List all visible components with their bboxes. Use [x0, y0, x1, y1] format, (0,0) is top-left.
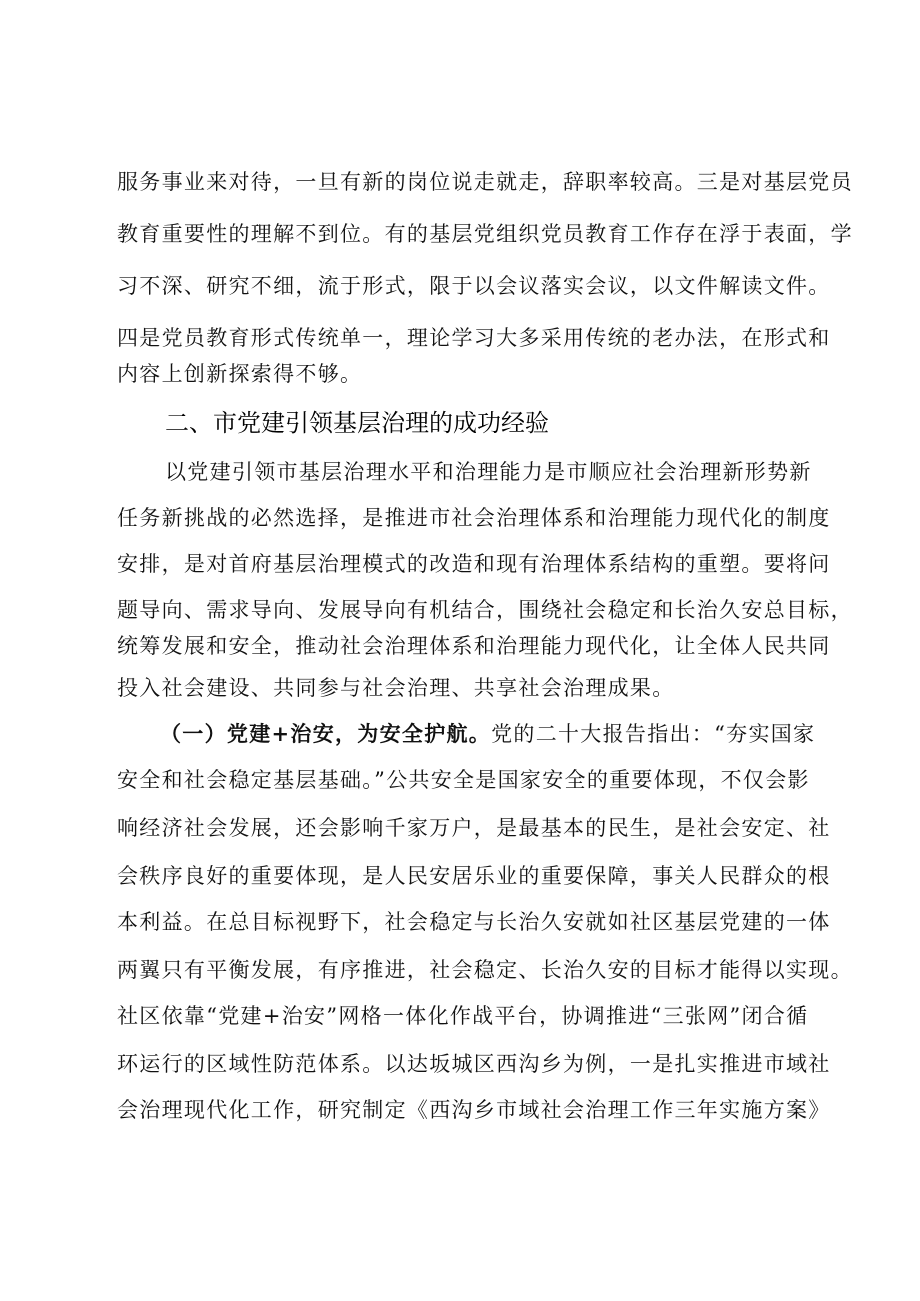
paragraph-3-line-9: 会治理现代化工作，研究制定《西沟乡市域社会治理工作三年实施方案》 — [117, 1098, 831, 1122]
paragraph-2-line-5: 统筹发展和安全，推动社会治理体系和治理能力现代化，让全体人民共同 — [117, 634, 831, 658]
section-heading: 二、市党建引领基层治理的成功经验 — [165, 409, 549, 437]
paragraph-3-line-1-rest: 党的二十大报告指出：“夯实国家 — [491, 722, 816, 746]
paragraph-3-line-2: 安全和社会稳定基层基础。”公共安全是国家安全的重要体现，不仅会影 — [117, 768, 810, 792]
paragraph-3-line-6: 两翼只有平衡发展，有序推进，社会稳定、长治久安的目标才能得以实现。 — [117, 958, 853, 982]
paragraph-1-line-2: 教育重要性的理解不到位。有的基层党组织党员教育工作存在浮于表面，学 — [117, 222, 853, 246]
paragraph-2-line-3: 安排，是对首府基层治理模式的改造和现有治理体系结构的重塑。要将问 — [117, 552, 831, 576]
paragraph-3-line-5: 本利益。在总目标视野下，社会稳定与长治久安就如社区基层党建的一体 — [117, 910, 831, 934]
paragraph-2-line-2: 任务新挑战的必然选择，是推进市社会治理体系和治理能力现代化的制度 — [117, 506, 831, 530]
paragraph-3-bold-lead: （一）党建+治安，为安全护航。 — [160, 721, 492, 746]
paragraph-2-line-6: 投入社会建设、共同参与社会治理、共享社会治理成果。 — [117, 676, 675, 700]
paragraph-1-line-3: 习不深、研究不细，流于形式，限于以会议落实会议，以文件解读文件。 — [117, 274, 831, 298]
paragraph-3-line-8: 环运行的区域性防范体系。以达坂城区西沟乡为例，一是扎实推进市域社 — [117, 1052, 831, 1076]
paragraph-1-line-5: 内容上创新探索得不够。 — [117, 362, 363, 386]
paragraph-1-line-4: 四是党员教育形式传统单一，理论学习大多采用传统的老办法，在形式和 — [117, 326, 831, 350]
paragraph-3-line-3: 响经济社会发展，还会影响千家万户，是最基本的民生，是社会安定、社 — [117, 816, 831, 840]
paragraph-3-line-4: 会秩序良好的重要体现，是人民安居乐业的重要保障，事关人民群众的根 — [117, 864, 831, 888]
paragraph-2-line-1: 以党建引领市基层治理水平和治理能力是市顺应社会治理新形势新 — [165, 460, 812, 484]
paragraph-2-line-4: 题导向、需求导向、发展导向有机结合，围绕社会稳定和长治久安总目标， — [117, 598, 853, 622]
paragraph-1-line-1: 服务事业来对待，一旦有新的岗位说走就走，辞职率较高。三是对基层党员 — [117, 170, 853, 194]
paragraph-3-line-1 — [160, 714, 860, 754]
paragraph-3-line-7: 社区依靠“党建+治安”网格一体化作战平台，协调推进“三张网”闭合循 — [117, 1004, 809, 1028]
